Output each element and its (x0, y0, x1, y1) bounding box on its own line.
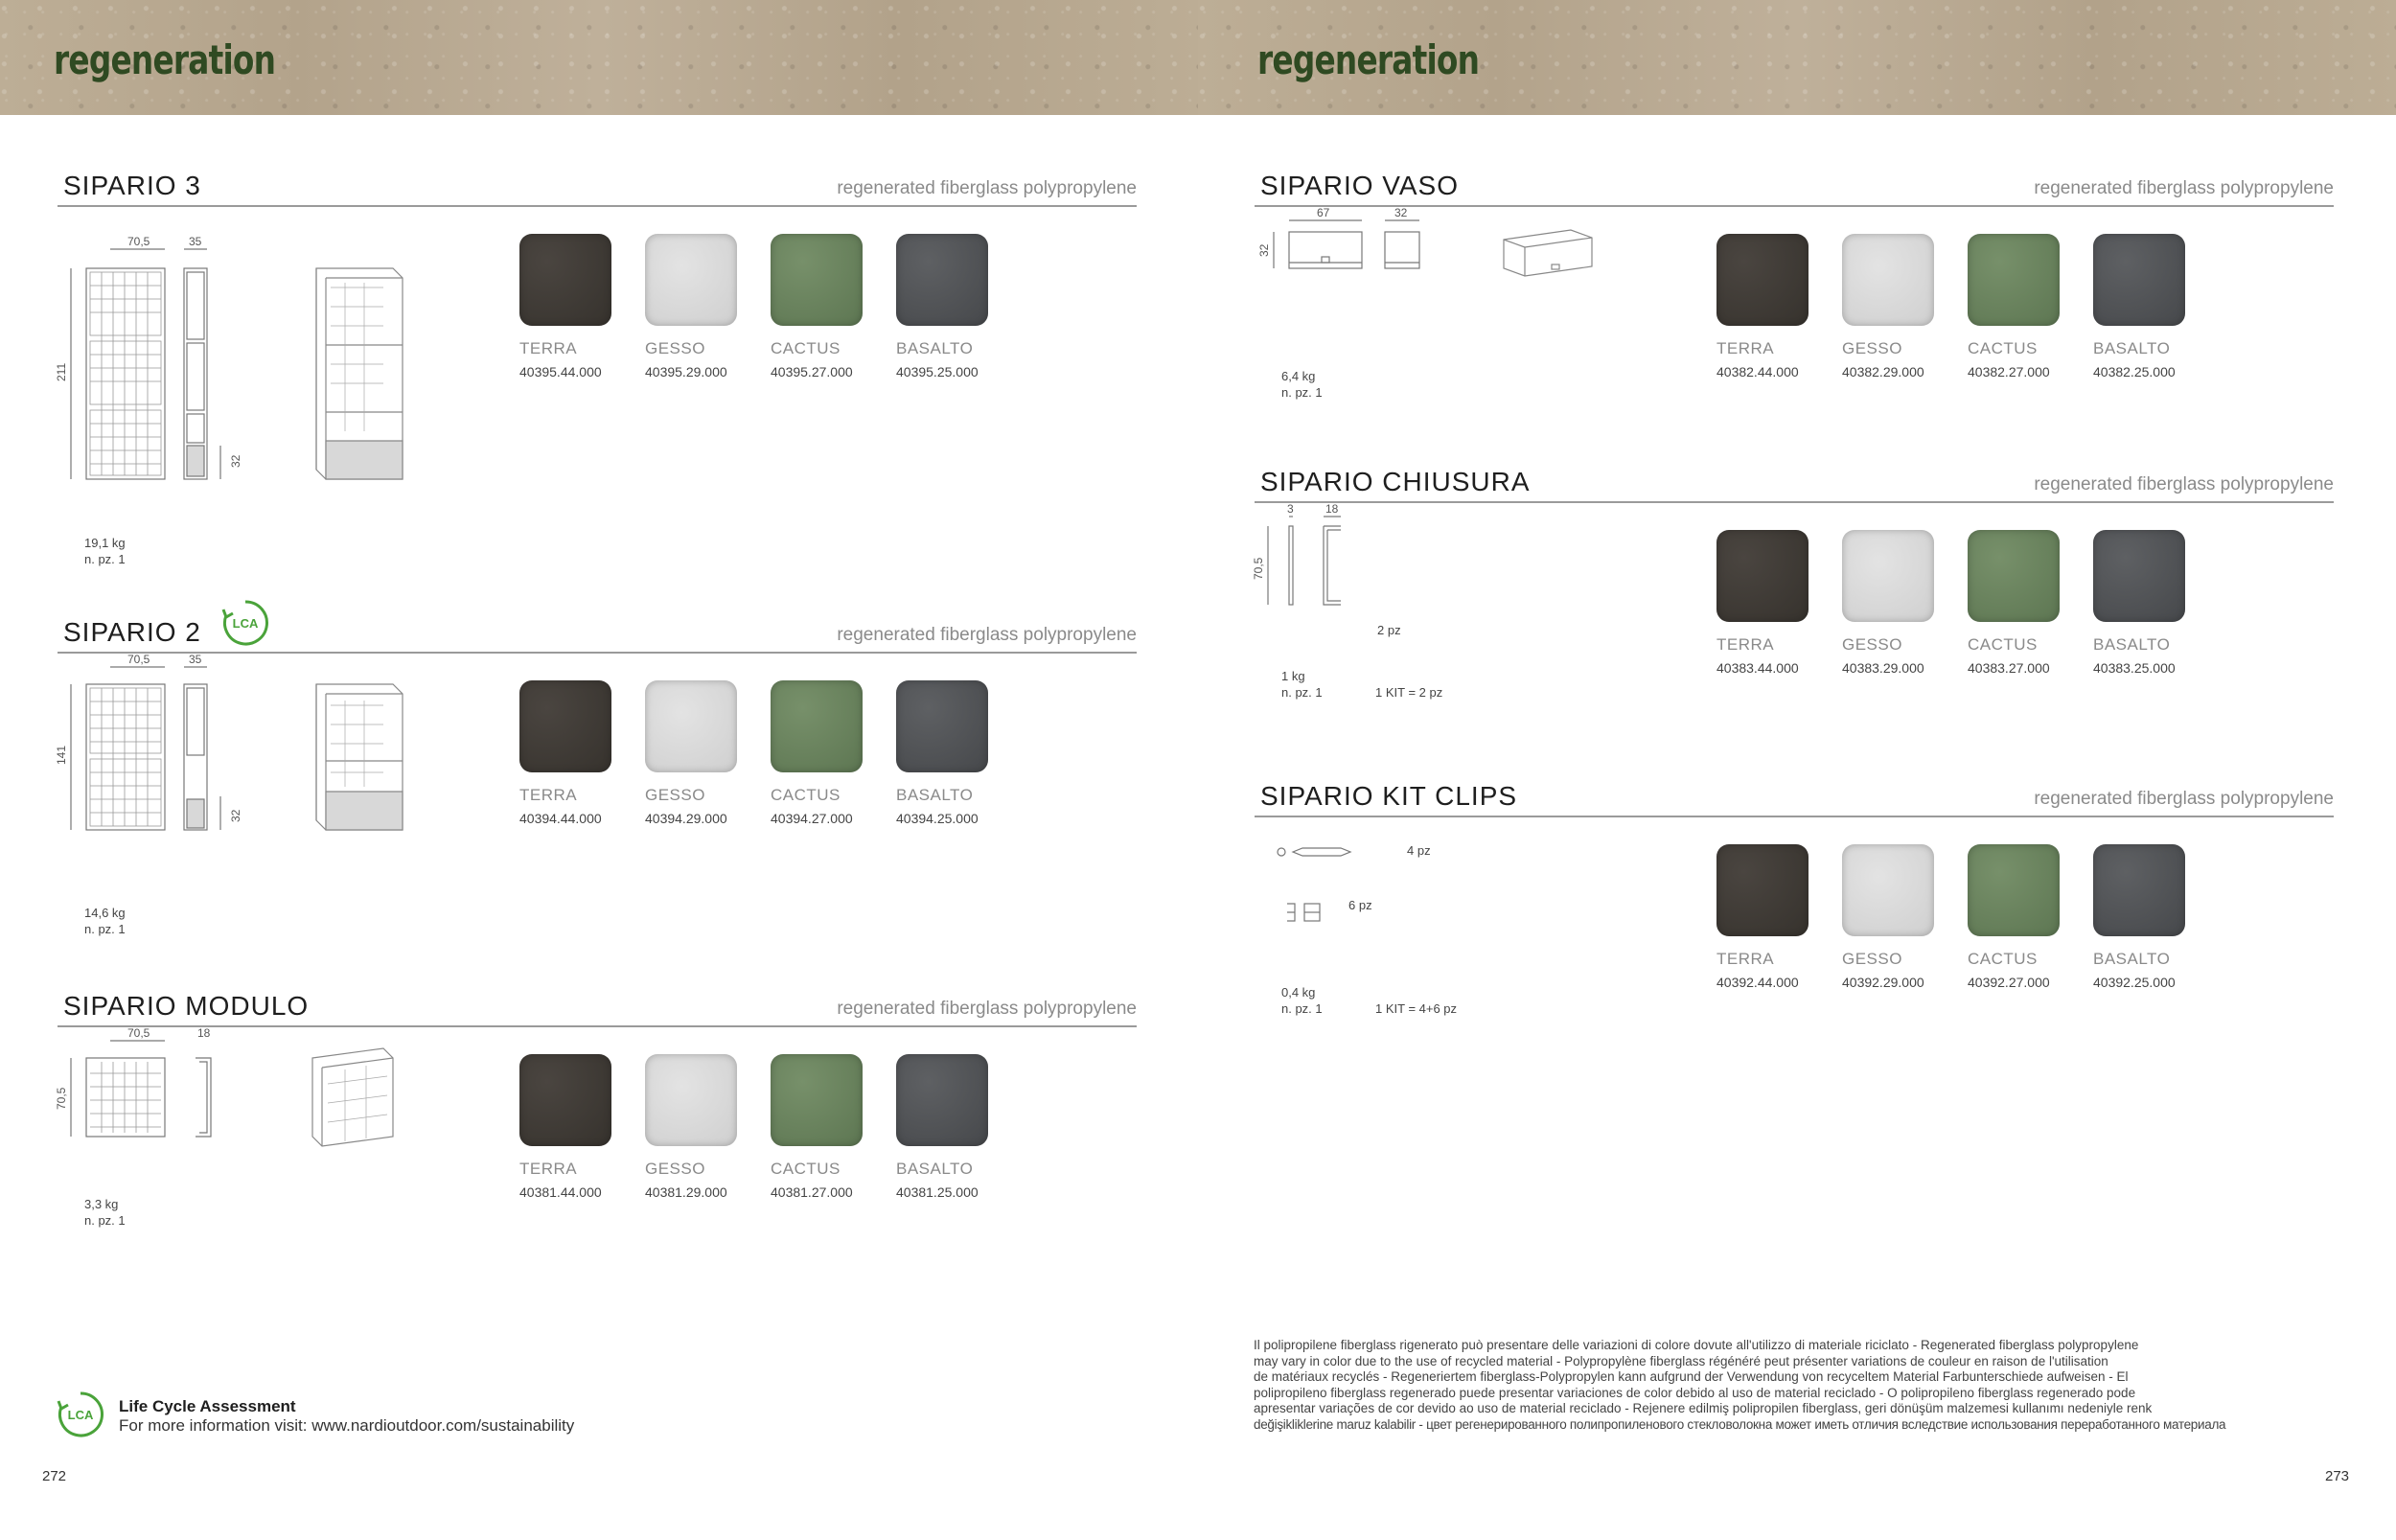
swatch-cactus (771, 680, 863, 826)
section-sipario-vaso (1255, 172, 2334, 441)
product-drawing-kit-clips (1255, 821, 1657, 1051)
lca-icon (220, 598, 270, 648)
swatch-group (1716, 530, 2253, 683)
swatch-code: 40392.27.000 (1968, 975, 2050, 990)
section-header (1255, 172, 2334, 207)
section-sipario-modulo (55, 991, 1137, 1261)
section-title: SIPARIO VASO (1260, 171, 1460, 200)
dim-height: 70,5 (55, 1087, 68, 1110)
disclaimer-line: polipropileno fiberglass regenerado puede presentar variaciones de color debido al uso de material reciclado - O polipropileno fiberglass regenerado pode (1254, 1385, 2136, 1400)
swatch-name: CACTUS (1968, 339, 2038, 357)
section-material: regenerated fiberglass polypropylene (2034, 178, 2334, 198)
swatch-name: CACTUS (771, 339, 841, 357)
swatch-cactus (1968, 844, 2060, 990)
lca-icon (56, 1390, 105, 1439)
pieces: n. pz. 1 (1281, 1001, 1323, 1016)
section-header (58, 616, 1137, 654)
lca-footer (56, 1390, 726, 1439)
swatch-name: TERRA (1716, 635, 1775, 654)
color-chip (1842, 844, 1934, 936)
swatch-group (1716, 844, 2253, 998)
swatch-name: CACTUS (1968, 950, 2038, 968)
section-sipario-kit-clips (1255, 783, 2334, 1051)
lca-title: Life Cycle Assessment (119, 1397, 296, 1415)
dim-width: 70,5 (127, 653, 150, 666)
color-chip (771, 680, 863, 772)
kit-note: 1 KIT = 2 pz (1375, 685, 1443, 700)
swatch-basalto (896, 234, 988, 379)
swatch-terra (1716, 530, 1809, 676)
swatch-name: GESSO (645, 339, 705, 357)
color-chip (896, 1054, 988, 1146)
color-chip (519, 234, 611, 326)
color-chip (896, 234, 988, 326)
swatch-code: 40395.25.000 (896, 364, 979, 379)
weight: 6,4 kg (1281, 369, 1316, 383)
swatch-code: 40392.25.000 (2093, 975, 2176, 990)
dim-height: 211 (55, 362, 68, 381)
swatch-cactus (771, 234, 863, 379)
swatch-group (519, 234, 1056, 387)
color-chip (1842, 530, 1934, 622)
color-chip (896, 680, 988, 772)
disclaimer-line: değişikliklerine maruz kalabilir - цвет регенерированного полипропиленового стекловолокна может иметь отличия вследствие использования переработанного материала (1254, 1416, 2226, 1432)
weight: 14,6 kg (84, 906, 126, 920)
color-chip (771, 1054, 863, 1146)
color-chip (1716, 234, 1809, 326)
swatch-gesso (645, 1054, 737, 1200)
swatch-code: 40383.27.000 (1968, 660, 2050, 676)
swatch-code: 40392.44.000 (1716, 975, 1799, 990)
color-chip (1968, 530, 2060, 622)
lca-badge-text: LCA (232, 616, 259, 631)
color-chip (2093, 530, 2185, 622)
disclaimer-line: Il polipropilene fiberglass rigenerato può presentare delle variazioni di colore dovute all'utilizzo di materiale riciclato - Regenerated fiberglass polypropylene (1254, 1338, 2139, 1352)
swatch-terra (519, 1054, 611, 1200)
swatch-code: 40382.44.000 (1716, 364, 1799, 379)
swatch-name: TERRA (1716, 339, 1775, 357)
swatch-name: CACTUS (1968, 635, 2038, 654)
dim-height: 32 (1257, 243, 1271, 257)
swatch-basalto (896, 680, 988, 826)
section-material: regenerated fiberglass polypropylene (2034, 789, 2334, 809)
swatch-terra (519, 234, 611, 379)
swatch-basalto (2093, 844, 2185, 990)
swatch-code: 40394.29.000 (645, 811, 727, 826)
page-number-left: 272 (42, 1468, 67, 1484)
kit-note: 1 KIT = 4+6 pz (1375, 1001, 1458, 1016)
product-info (1281, 984, 1323, 1017)
section-title: SIPARIO CHIUSURA (1260, 467, 1531, 496)
swatch-code: 40383.29.000 (1842, 660, 1924, 676)
swatch-code: 40381.44.000 (519, 1184, 602, 1200)
color-chip (2093, 234, 2185, 326)
disclaimer-line: apresentar variações de cor devido ao uso de material reciclado - Rejenere edilmiş polipropilen fiberglass, geri dönüşüm malzemesi kullanımı nedeniyle renk (1254, 1401, 2153, 1416)
section-material: regenerated fiberglass polypropylene (2034, 474, 2334, 494)
swatch-code: 40383.44.000 (1716, 660, 1799, 676)
swatch-name: BASALTO (896, 339, 974, 357)
section-sipario-2 (55, 616, 1137, 936)
section-title: SIPARIO 3 (63, 171, 201, 200)
product-info (84, 535, 126, 567)
weight: 3,3 kg (84, 1197, 119, 1211)
swatch-name: GESSO (1842, 635, 1902, 654)
swatch-gesso (645, 680, 737, 826)
dim-height: 70,5 (1252, 557, 1265, 580)
swatch-code: 40381.25.000 (896, 1184, 979, 1200)
section-header (1255, 469, 2334, 503)
product-drawing-sipario-3 (55, 211, 460, 498)
swatch-name: BASALTO (896, 786, 974, 804)
dim-width: 70,5 (127, 1026, 150, 1040)
swatch-code: 40392.29.000 (1842, 975, 1924, 990)
quantity-note-2: 6 pz (1348, 898, 1372, 912)
swatch-name: TERRA (519, 786, 578, 804)
quantity-note-1: 4 pz (1407, 843, 1431, 858)
brand-logo-right: regeneration (1257, 36, 1480, 83)
product-info (1281, 668, 1323, 701)
swatch-terra (519, 680, 611, 826)
swatch-group (519, 1054, 1056, 1207)
swatch-name: GESSO (645, 786, 705, 804)
pieces: n. pz. 1 (84, 1213, 126, 1228)
swatch-name: TERRA (519, 339, 578, 357)
swatch-code: 40395.27.000 (771, 364, 853, 379)
swatch-gesso (1842, 530, 1934, 676)
dim-width: 67 (1317, 206, 1330, 219)
swatch-basalto (2093, 234, 2185, 379)
product-drawing-sipario-chiusura (1252, 502, 1657, 737)
brand-logo-left: regeneration (54, 36, 276, 83)
dim-thickness: 3 (1287, 502, 1294, 516)
swatch-cactus (1968, 530, 2060, 676)
dim-depth: 35 (189, 653, 202, 666)
swatch-gesso (1842, 844, 1934, 990)
swatch-basalto (2093, 530, 2185, 676)
swatch-code: 40394.44.000 (519, 811, 602, 826)
dim-height: 141 (55, 745, 68, 765)
section-material: regenerated fiberglass polypropylene (837, 999, 1137, 1019)
swatch-name: TERRA (519, 1160, 578, 1178)
section-title: SIPARIO MODULO (63, 991, 310, 1021)
section-sipario-3 (55, 171, 1137, 566)
color-chip (1968, 844, 2060, 936)
swatch-terra (1716, 234, 1809, 379)
color-chip (771, 234, 863, 326)
color-chip (2093, 844, 2185, 936)
swatch-name: CACTUS (771, 1160, 841, 1178)
swatch-cactus (1968, 234, 2060, 379)
swatch-group (1716, 234, 2253, 387)
dim-depth: 32 (1394, 206, 1408, 219)
swatch-name: BASALTO (896, 1160, 974, 1178)
swatch-name: BASALTO (2093, 950, 2171, 968)
product-drawing-sipario-2 (55, 653, 460, 887)
swatch-gesso (1842, 234, 1934, 379)
section-sipario-chiusura (1252, 467, 2334, 737)
quantity-note: 2 pz (1377, 623, 1401, 637)
color-chip (519, 680, 611, 772)
swatch-gesso (645, 234, 737, 379)
lca-badge-text: LCA (67, 1408, 94, 1422)
swatch-name: GESSO (1842, 339, 1902, 357)
lca-link-text[interactable]: For more information visit: www.nardioutdoor.com/sustainability (119, 1416, 575, 1435)
section-title: SIPARIO 2 (63, 617, 201, 647)
disclaimer-line: may vary in color due to the use of recycled material - Polypropylène fiberglass régénéré peut présenter variations de couleur en raison de l'utilisation (1254, 1353, 2108, 1368)
header-banner-right (1198, 0, 2396, 115)
section-title: SIPARIO KIT CLIPS (1260, 781, 1518, 811)
color-chip (645, 680, 737, 772)
section-material: regenerated fiberglass polypropylene (837, 625, 1137, 645)
header-banner-left (0, 0, 1198, 115)
pieces: n. pz. 1 (1281, 685, 1323, 700)
swatch-basalto (896, 1054, 988, 1200)
section-header (58, 993, 1137, 1027)
weight: 19,1 kg (84, 536, 126, 550)
dim-depth: 18 (197, 1026, 211, 1040)
pieces: n. pz. 1 (84, 922, 126, 936)
color-chip (519, 1054, 611, 1146)
swatch-code: 40381.27.000 (771, 1184, 853, 1200)
color-chip (1716, 844, 1809, 936)
swatch-code: 40383.25.000 (2093, 660, 2176, 676)
color-chip (1842, 234, 1934, 326)
product-info (84, 1196, 126, 1229)
page-number-right: 273 (2325, 1468, 2350, 1484)
section-material: regenerated fiberglass polypropylene (837, 178, 1137, 198)
swatch-name: BASALTO (2093, 635, 2171, 654)
color-chip (1968, 234, 2060, 326)
color-disclaimer (1254, 1338, 2342, 1434)
weight: 0,4 kg (1281, 985, 1316, 1000)
color-chip (645, 234, 737, 326)
swatch-cactus (771, 1054, 863, 1200)
color-chip (1716, 530, 1809, 622)
swatch-name: BASALTO (2093, 339, 2171, 357)
pieces: n. pz. 1 (84, 552, 126, 566)
swatch-code: 40394.25.000 (896, 811, 979, 826)
swatch-code: 40394.27.000 (771, 811, 853, 826)
weight: 1 kg (1281, 669, 1305, 683)
swatch-code: 40382.25.000 (2093, 364, 2176, 379)
dim-depth: 18 (1325, 502, 1339, 516)
swatch-name: CACTUS (771, 786, 841, 804)
dim-base: 32 (229, 454, 242, 468)
swatch-terra (1716, 844, 1809, 990)
section-header (1255, 783, 2334, 817)
dim-width: 70,5 (127, 235, 150, 248)
swatch-code: 40382.29.000 (1842, 364, 1924, 379)
swatch-code: 40382.27.000 (1968, 364, 2050, 379)
swatch-code: 40395.29.000 (645, 364, 727, 379)
color-chip (645, 1054, 737, 1146)
disclaimer-line: de matériaux recyclés - Regeneriertem fiberglass-Polypropylen kann aufgrund der Verwendung von recyceltem Material Farbunterschiede aufweisen - El (1254, 1369, 2129, 1385)
product-drawing-sipario-vaso (1255, 206, 1657, 441)
product-info (1281, 368, 1323, 401)
dim-depth: 35 (189, 235, 202, 248)
pieces: n. pz. 1 (1281, 385, 1323, 400)
swatch-code: 40381.29.000 (645, 1184, 727, 1200)
product-info (84, 905, 126, 937)
swatch-group (519, 680, 1056, 834)
swatch-name: TERRA (1716, 950, 1775, 968)
swatch-code: 40395.44.000 (519, 364, 602, 379)
dim-base: 32 (229, 809, 242, 822)
swatch-name: GESSO (645, 1160, 705, 1178)
section-header (58, 172, 1137, 207)
swatch-name: GESSO (1842, 950, 1902, 968)
